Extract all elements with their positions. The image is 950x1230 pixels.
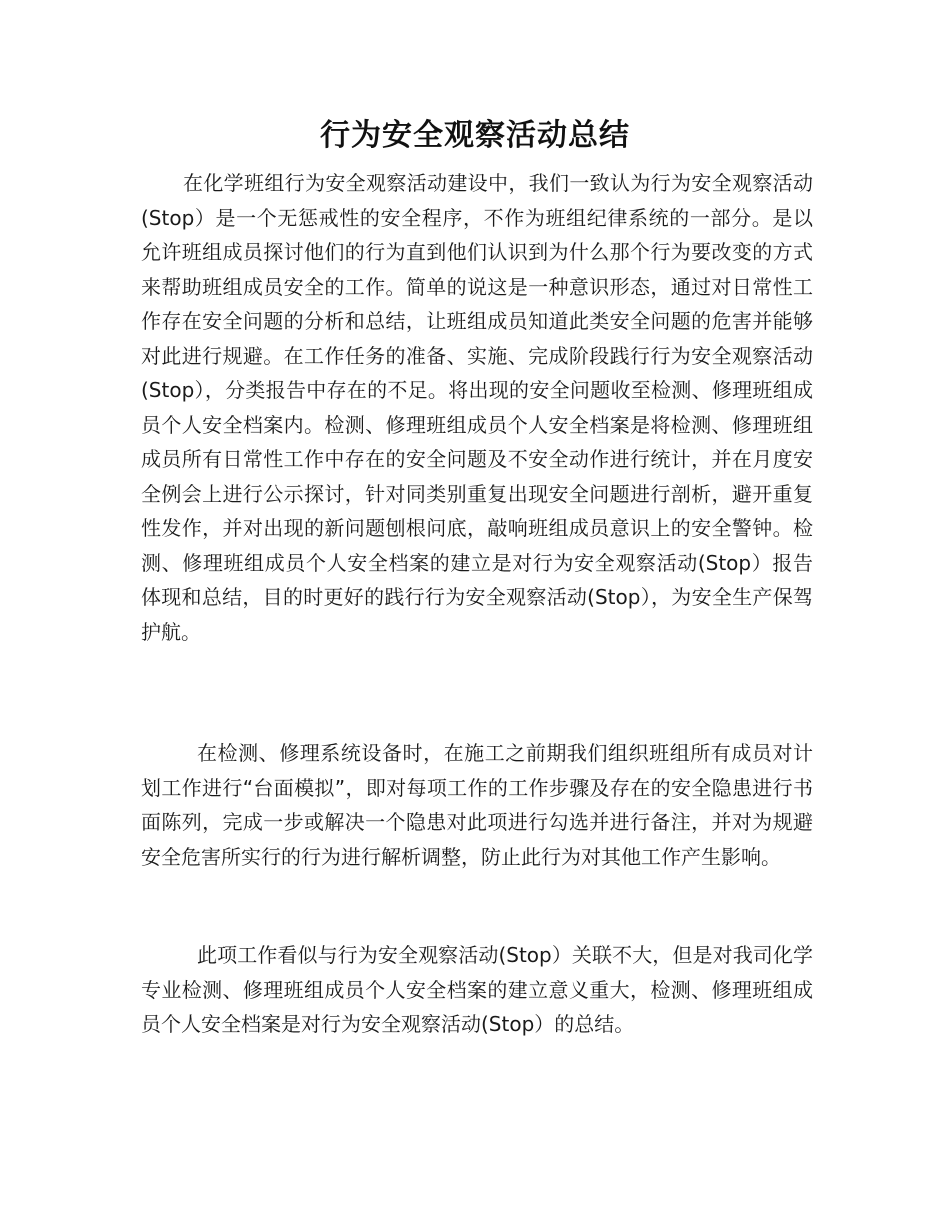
document-title: 行为安全观察活动总结 (320, 118, 630, 153)
paragraph-1: 在化学班组行为安全观察活动建设中，我们一致认为行为安全观察活动(Stop）是一个无惩戒性的安全程序，不作为班组纪律系统的一部分。是以允许班组成员探讨他们的行为直到他们认识到为什么那个行为要改变的方式来帮助班组成员安全的工作。简单的说这是一种意识形态，通过对日常性工作存在安全问题的分析和总结，让班组成员知道此类安全问题的危害并能够对此进行规避。在工作任务的准备、实施、完成阶段践行行为安全观察活动(Stop），分类报告中存在的不足。将出现的安全问题收至检测、修理班组成员个人安全档案内。检测、修理班组成员个人安全档案是将检测、修理班组成员所有日常性工作中存在的安全问题及不安全动作进行统计，并在月度安全例会上进行公示探讨，针对同类别重复出现安全问题进行剖析，避开重复性发作，并对出现的新问题刨根问底，敲响班组成员意识上的安全警钟。检测、修理班组成员个人安全档案的建立是对行为安全观察活动(Stop）报告体现和总结，目的时更好的践行行为安全观察活动(Stop），为安全生产保驾护航。 (141, 171, 813, 644)
paragraph-2: 在检测、修理系统设备时，在施工之前期我们组织班组所有成员对计划工作进行“台面模拟”，即对每项工作的工作步骤及存在的安全隐患进行书面陈列，完成一步或解决一个隐患对此项进行勾选并进行备注，并对为规避安全危害所实行的行为进行解析调整，防止此行为对其他工作产生影响。 (141, 741, 813, 869)
paragraph-3: 此项工作看似与行为安全观察活动(Stop）关联不大，但是对我司化学专业检测、修理班组成员个人安全档案的建立意义重大，检测、修理班组成员个人安全档案是对行为安全观察活动(Stop）的总结。 (141, 943, 813, 1036)
